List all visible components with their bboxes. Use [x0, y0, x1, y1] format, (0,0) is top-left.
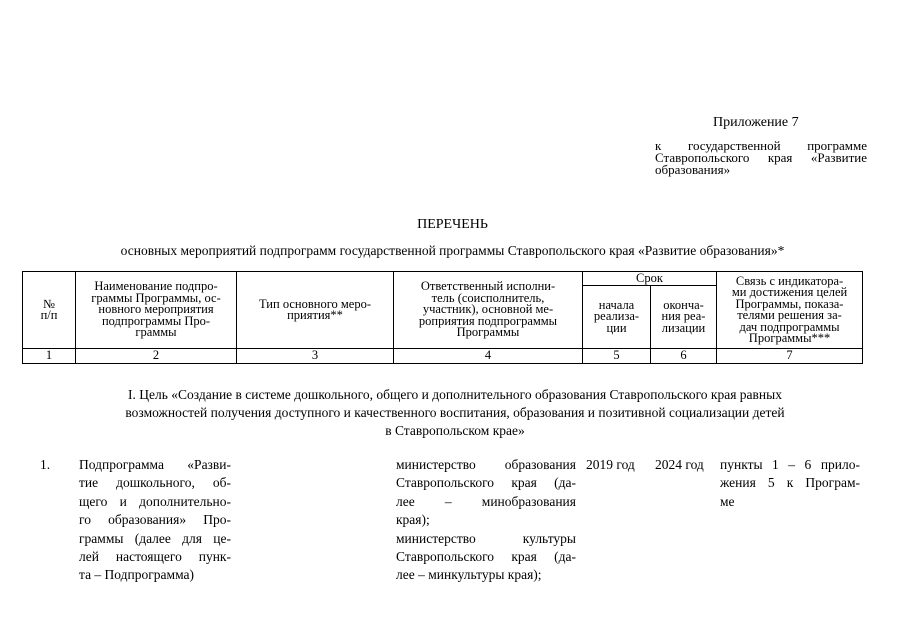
document-subtitle: основных мероприятий подпрограмм государственной программы Ставропольского края «Развитие образования»*: [120, 243, 785, 258]
header-term-end: оконча- ния реа- лизации: [651, 286, 717, 349]
appendix-line: Ставропольского края «Развитие: [655, 150, 867, 165]
column-number-row: [23, 349, 863, 364]
row-start-year: 2019 год: [586, 457, 635, 472]
header-type: Тип основного меро- приятия**: [237, 272, 394, 349]
header-responsible: Ответственный исполни- тель (соисполнитель, участник), основной ме- роприятия подпрограммы Программы: [394, 272, 583, 349]
column-number: 6: [651, 349, 717, 364]
header-link: Связь с индикатора- ми достижения целей Программы, показа- телями решения за- дач подпрограммы Программы***: [717, 272, 863, 349]
row-responsible: министерство образования Ставропольского края (да- лее – минобразования края); министерство культуры Ставропольского края (да- лее – минкультуры края);: [396, 457, 576, 583]
document-title: ПЕРЕЧЕНЬ: [417, 217, 488, 232]
appendix-line: образования»: [655, 162, 731, 177]
column-number: 4: [394, 349, 583, 364]
header-term-start: начала реализа- ции: [583, 286, 651, 349]
row-indicator-link: пункты 1 – 6 прило- жения 5 к Програм- ме: [720, 457, 860, 509]
header-name: Наименование подпро- граммы Программы, ос- новного мероприятия подпрограммы Про- граммы: [76, 272, 237, 349]
section-goal-heading: I. Цель «Создание в системе дошкольного, общего и дополнительного образования Ставропольского края равных возможностей получения доступного и качественного воспитания, образования и позитивной социализации детей в Ставропольском крае»: [125, 387, 785, 438]
header-row: [23, 272, 863, 286]
appendix-line: к государственной программе: [655, 138, 867, 153]
row-number: 1.: [40, 457, 51, 472]
column-number: 1: [23, 349, 76, 364]
header-num: № п/п: [23, 272, 76, 349]
appendix-title: Приложение 7: [713, 115, 799, 130]
column-number: 2: [76, 349, 237, 364]
header-term: Срок: [583, 272, 717, 286]
column-number: 3: [237, 349, 394, 364]
column-number: 7: [717, 349, 863, 364]
row-name: Подпрограмма «Разви- тие дошкольного, об- щего и дополнительно- го образования» Про- граммы (далее для це- лей настоящего пунк- та – Подпрограмма): [79, 457, 231, 583]
row-end-year: 2024 год: [655, 457, 704, 472]
activities-table: [22, 271, 863, 364]
appendix-reference: [655, 140, 867, 176]
column-number: 5: [583, 349, 651, 364]
